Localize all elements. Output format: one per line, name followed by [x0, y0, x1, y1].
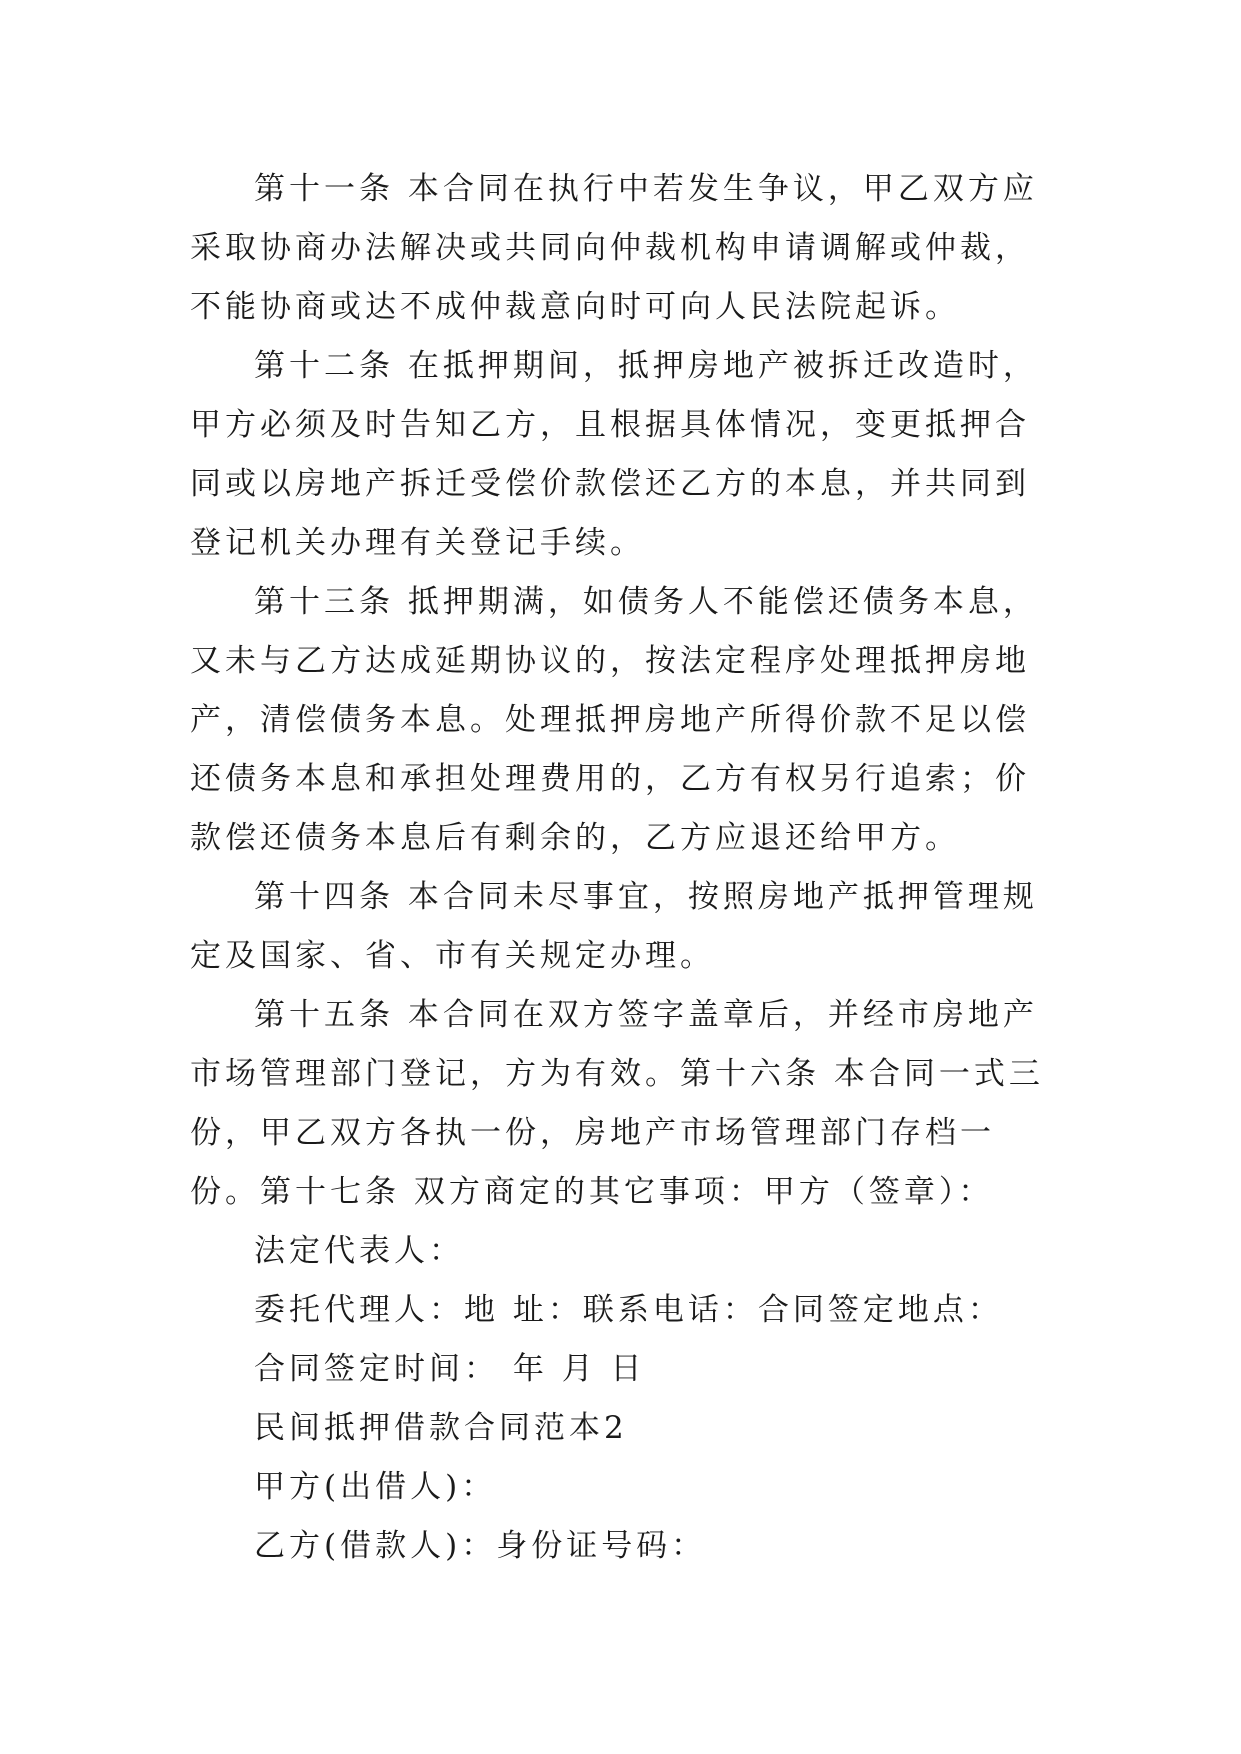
- party-a-lender-line: 甲方(出借人)：: [254, 1469, 497, 1505]
- agent-address-phone-line: 委托代理人：地 址：联系电话：合同签定地点：: [254, 1292, 1003, 1328]
- legal-representative-line: 法定代表人：: [254, 1233, 464, 1269]
- article-12-paragraph: 第十二条 在抵押期间，抵押房地产被拆迁改造时，甲方必须及时告知乙方，且根据具体情况，变更抵押合同或以房地产拆迁受偿价款偿还乙方的本息，并共同到登记机关办理有关登记手续。: [190, 348, 1038, 561]
- signing-date-line: 合同签定时间： 年 月 日: [254, 1351, 646, 1387]
- article-15-17-paragraph: 第十五条 本合同在双方签字盖章后，并经市房地产市场管理部门登记，方为有效。第十六条 本合同一式三份，甲乙双方各执一份，房地产市场管理部门存档一份。第十七条 双方商定的其它事项：甲方（签章）：: [190, 997, 1044, 1210]
- document-body: [190, 160, 1050, 1576]
- template-2-heading: 民间抵押借款合同范本2: [254, 1410, 628, 1446]
- article-13-paragraph: 第十三条 抵押期满，如债务人不能偿还债务本息，又未与乙方达成延期协议的，按法定程序处理抵押房地产，清偿债务本息。处理抵押房地产所得价款不足以偿还债务本息和承担处理费用的，乙方有权另行追索；价款偿还债务本息后有剩余的，乙方应退还给甲方。: [190, 584, 1038, 856]
- article-11-paragraph: 第十一条 本合同在执行中若发生争议，甲乙双方应采取协商办法解决或共同向仲裁机构申请调解或仲裁，不能协商或达不成仲裁意向时可向人民法院起诉。: [190, 171, 1038, 325]
- article-14-paragraph: 第十四条 本合同未尽事宜，按照房地产抵押管理规定及国家、省、市有关规定办理。: [190, 879, 1038, 974]
- party-b-borrower-line: 乙方(借款人)：身份证号码：: [254, 1528, 707, 1564]
